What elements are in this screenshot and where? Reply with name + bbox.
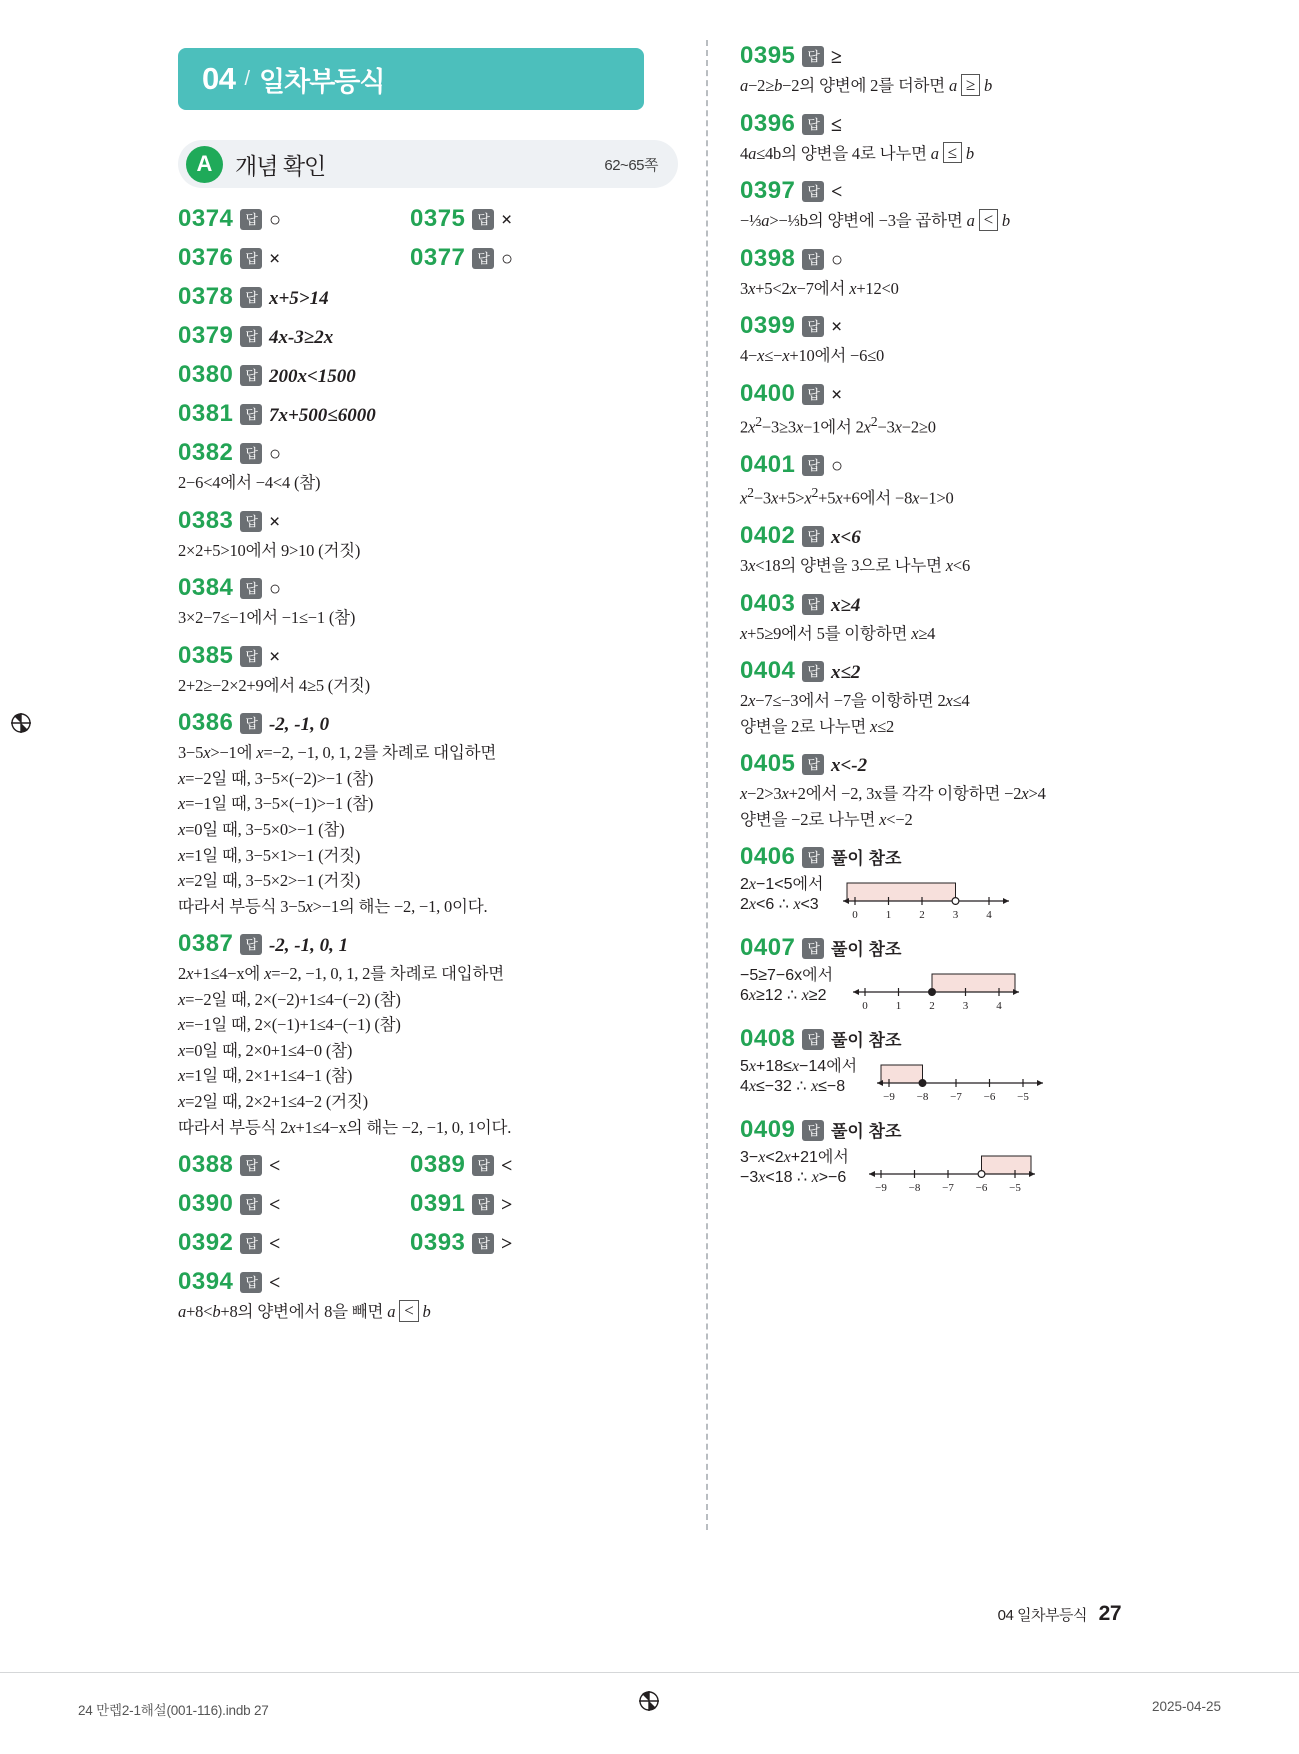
answer-item [740,110,1240,167]
question-number: 0375 [410,205,466,232]
answer-value: -2, -1, 0 [268,714,330,736]
boxed-operator: ≤ [943,142,962,164]
answer-item [740,934,1240,1014]
answer-label: 답 [240,1194,262,1215]
answer-label: 답 [802,181,824,202]
answer-label: 답 [472,209,494,230]
solution-text: x+5≥9에서 5를 이항하면 x≥4 [740,623,936,643]
answer-value: < [268,1194,281,1217]
question-number: 0403 [740,589,796,617]
answer-value: 풀이 참조 [830,1031,902,1051]
print-info-bar [0,1672,1299,1754]
question-number: 0389 [410,1151,466,1179]
answer-value: × [830,316,843,339]
question-number: 0399 [740,312,796,340]
question-number: 0376 [178,244,234,271]
question-number: 0388 [178,1151,234,1179]
svg-text:−8: −8 [916,1091,929,1104]
answer-label: 답 [802,384,824,405]
number-line-figure [867,1148,1037,1196]
solution-lines: 2x−1<5에서 2x<6 ∴ x<3 [740,876,824,914]
answer-value: 풀이 참조 [830,1122,902,1142]
answer-item [178,574,678,631]
answer-label: 답 [240,511,262,532]
answer-label: 답 [240,443,262,464]
question-number: 0387 [178,930,234,958]
answer-value: 200x<1500 [268,366,356,387]
answer-head [740,110,1240,138]
answer-value: < [268,1272,281,1295]
answer-item [178,709,678,919]
answer-head [740,590,1240,618]
footer-chapter: 04 일차부등식 [997,1607,1087,1624]
answer-label: 답 [802,594,824,615]
question-number: 0406 [740,843,796,871]
svg-text:−5: −5 [1008,1182,1021,1195]
answer-head [178,400,678,428]
answer-item [178,1268,678,1325]
answer-label: 답 [802,754,824,775]
question-number: 0382 [178,439,234,466]
left-answer-column [178,205,678,1336]
solution-text: 3x+5<2x−7에서 x+12<0 [740,278,899,298]
solution-text: a−2≥b−2의 양변에 2를 더하면 a ≥ b [740,75,993,95]
svg-text:4: 4 [996,1000,1002,1013]
answer-label: 답 [240,365,262,386]
solution-with-figure [740,962,1240,1014]
answer-head [740,522,1240,550]
answer-head [410,1151,512,1179]
answer-row [178,205,678,233]
answer-label: 답 [802,46,824,67]
answer-label: 답 [802,938,824,959]
answer-label: 답 [240,1155,262,1176]
svg-text:4: 4 [986,909,993,922]
answer-head [410,205,512,233]
answer-value: ○ [830,454,844,477]
question-number: 0380 [178,361,234,388]
answer-label: 답 [802,847,824,868]
answer-item [410,1151,512,1179]
registration-mark-bottom [638,1690,660,1712]
registration-mark-left [10,712,32,734]
chapter-number: 04 [202,61,236,96]
question-number: 0407 [740,934,796,962]
answer-label: 답 [802,1029,824,1050]
right-answer-column [740,42,1240,1207]
section-bar [178,140,678,188]
number-line-figure [841,875,1011,923]
answer-row [178,1190,678,1218]
answer-item [178,283,678,311]
answer-value: < [268,1233,281,1256]
solution-text: x−2>3x+2에서 −2, 3x를 각각 이항하면 −2x>4 양변을 −2로 나누면 x<−2 [740,784,1046,829]
answer-item [740,1025,1240,1105]
print-date: 2025-04-25 [1151,1699,1221,1714]
answer-head [740,750,1240,778]
answer-row [178,244,678,272]
answer-item [740,451,1240,511]
boxed-operator: ≥ [961,74,980,96]
answer-label: 답 [472,1194,494,1215]
solution-lines: 5x+18≤x−14에서 4x≤−32 ∴ x≤−8 [740,1058,858,1096]
answer-head [178,930,678,958]
answer-item [740,590,1240,647]
answer-value: x≤2 [830,662,861,684]
answer-row [178,1229,678,1257]
solution-text: 3x<18의 양변을 3으로 나누면 x<6 [740,555,971,575]
solution-text: 4a≤4b의 양변을 4로 나누면 a ≤ b [740,142,974,163]
question-number: 0391 [410,1190,466,1218]
answer-value: ○ [830,248,844,271]
chapter-title: 일차부등식 [259,66,385,97]
chapter-banner [178,48,644,110]
boxed-operator: < [399,1300,418,1322]
answer-value: ○ [268,443,282,465]
answer-label: 답 [240,287,262,308]
answer-head [740,245,1240,273]
answer-head [178,322,678,350]
answer-head [740,177,1240,205]
svg-text:3: 3 [953,909,959,922]
answer-label: 답 [240,404,262,425]
question-number: 0394 [178,1268,234,1296]
answer-value: < [268,1155,281,1178]
section-label: 개념 확인 [235,152,326,179]
answer-value: × [268,645,281,668]
answer-head [178,1229,410,1257]
column-divider [706,40,708,1530]
question-number: 0386 [178,709,234,737]
question-number: 0393 [410,1229,466,1257]
answer-head [740,657,1240,685]
question-number: 0385 [178,641,234,669]
answer-value: × [500,209,513,231]
question-number: 0404 [740,657,796,685]
answer-item [178,439,678,496]
answer-head [410,1190,512,1218]
svg-text:−7: −7 [941,1182,954,1195]
answer-value: × [830,383,843,406]
answer-label: 답 [472,248,494,269]
number-line-figure [875,1057,1045,1105]
svg-text:−7: −7 [950,1091,962,1104]
answer-head [740,312,1240,340]
number-line-figure [851,966,1021,1014]
answer-label: 답 [240,1272,262,1293]
solution-lines: −5≥7−6x에서 6x≥12 ∴ x≥2 [740,967,834,1005]
question-number: 0384 [178,574,234,602]
print-file-name: 24 만렙2-1해설(001-116).indb 27 [78,1703,269,1718]
solution-text: $2x^2-3\ge 3x-1$에서 $2x^2-3x-2\ge 0$ [740,413,936,437]
svg-text:−5: −5 [1017,1091,1029,1104]
solution-text: −⅓a>−⅓b의 양변에 −3을 곱하면 a < b [740,210,1010,231]
answer-head [178,205,410,233]
solution-with-figure [740,871,1240,923]
question-number: 0378 [178,283,234,310]
answer-item [178,400,678,428]
question-number: 0405 [740,750,796,778]
answer-item [178,361,678,389]
answer-head [178,283,678,311]
question-number: 0397 [740,177,796,205]
question-number: 0408 [740,1025,796,1053]
answer-label: 답 [240,248,262,269]
question-number: 0400 [740,379,796,407]
answer-item [178,322,678,350]
question-number: 0379 [178,322,234,349]
answer-head [178,361,678,389]
answer-label: 답 [802,114,824,135]
answer-value: 7x+500≤6000 [268,405,376,426]
answer-value: x≥4 [830,594,861,616]
answer-value: 풀이 참조 [830,849,902,869]
answer-label: 답 [240,713,262,734]
answer-head [178,1190,410,1218]
answer-value: ○ [268,209,282,231]
solution-text: 2x−7≤−3에서 −7을 이항하면 2x≤4 양변을 2로 나누면 x≤2 [740,691,970,736]
answer-head [410,1229,512,1257]
boxed-operator: < [979,209,998,231]
answer-value: -2, -1, 0, 1 [268,935,349,957]
answer-label: 답 [802,526,824,547]
answer-item [410,1190,512,1218]
answer-item [178,205,410,233]
answer-value: 4x-3≥2x [268,327,334,348]
answer-item [178,1151,410,1179]
answer-head [178,507,678,535]
answer-head [740,1116,1240,1144]
answer-value: ○ [268,578,282,601]
answer-value: < [830,181,843,204]
answer-value: x<-2 [830,755,868,777]
answer-head [410,244,513,272]
question-number: 0383 [178,506,234,534]
section-page-range: 62~65쪽 [604,156,658,174]
svg-text:−9: −9 [883,1091,895,1104]
answer-head [740,451,1240,479]
svg-text:−6: −6 [975,1182,988,1195]
answer-head [178,439,678,467]
answer-value: ≤ [830,113,842,136]
answer-item [178,642,678,699]
answer-value: 풀이 참조 [830,940,902,960]
answer-item [178,507,678,564]
answer-item [740,750,1240,832]
answer-item [178,244,410,272]
answer-item [740,522,1240,579]
answer-value: > [500,1194,513,1217]
solution-with-figure [740,1144,1240,1196]
svg-text:1: 1 [886,909,892,922]
svg-text:−8: −8 [908,1182,921,1195]
question-number: 0409 [740,1116,796,1144]
answer-value: x+5>14 [268,288,329,309]
answer-head [178,574,678,602]
question-number: 0402 [740,521,796,549]
answer-item [410,244,513,272]
question-number: 0392 [178,1229,234,1257]
solution-text: 2×2+5>10에서 9>10 (거짓) [178,540,361,560]
answer-head [740,380,1240,408]
answer-label: 답 [802,249,824,270]
answer-label: 답 [802,455,824,476]
svg-text:1: 1 [895,1000,902,1013]
answer-value: < [500,1155,513,1178]
solution-text: 4−x≤−x+10에서 −6≤0 [740,346,885,366]
question-number: 0401 [740,450,796,478]
question-number: 0396 [740,109,796,137]
chapter-slash: / [244,67,251,90]
answer-head [178,1268,678,1296]
solution-text: 2−6<4에서 −4<4 (참) [178,473,321,492]
question-number: 0390 [178,1190,234,1218]
solution-text: 2x+1≤4−x에 x=−2, −1, 0, 1, 2를 차례로 대입하면 x=−2일 때, 2×(−2)+1≤4−(−2) (참) x=−1일 때, 2×(−1)+1≤4−(−1) (참) x=0일 때, 2×0+1≤4−0 (참) x=1일 때, 2×1+1≤4−1 (참) x=2일 때, 2×2+1≤4−2 (거짓) 따라서 부등식 2x+1≤4−x의 해는 −2, −1, 0, 1이다. [178,964,512,1137]
answer-label: 답 [240,326,262,347]
page-number: 27 [1098,1602,1121,1625]
svg-text:0: 0 [852,909,859,922]
solution-lines: 3−x<2x+21에서 −3x<18 ∴ x>−6 [740,1149,849,1187]
answer-item [178,1229,410,1257]
question-number: 0374 [178,205,234,232]
answer-head [178,642,678,670]
answer-label: 답 [802,1120,824,1141]
solution-with-figure [740,1053,1240,1105]
answer-value: × [268,510,281,533]
answer-label: 답 [240,646,262,667]
answer-label: 답 [472,1233,494,1254]
answer-label: 답 [472,1155,494,1176]
answer-item [740,380,1240,440]
answer-label: 답 [240,578,262,599]
section-badge: A [186,146,223,183]
answer-item [740,843,1240,923]
question-number: 0381 [178,400,234,427]
answer-label: 답 [802,661,824,682]
answer-item [740,657,1240,739]
answer-item [740,177,1240,234]
answer-item [410,1229,512,1257]
solution-text: 3−5x>−1에 x=−2, −1, 0, 1, 2를 차례로 대입하면 x=−2일 때, 3−5×(−2)>−1 (참) x=−1일 때, 3−5×(−1)>−1 (참) x=0일 때, 3−5×0>−1 (참) x=1일 때, 3−5×1>−1 (거짓) x=2일 때, 3−5×2>−1 (거짓) 따라서 부등식 3−5x>−1의 해는 −2, −1, 0이다. [178,743,497,916]
answer-row [178,1151,678,1179]
answer-label: 답 [802,316,824,337]
answer-label: 답 [240,934,262,955]
answer-value: x<6 [830,526,861,548]
page-footer [0,1602,1299,1626]
answer-label: 답 [240,1233,262,1254]
answer-item [740,1116,1240,1196]
answer-value: × [268,248,281,270]
answer-value: ○ [500,248,514,270]
svg-text:3: 3 [962,1000,969,1013]
solution-text: 3×2−7≤−1에서 −1≤−1 (참) [178,608,356,628]
question-number: 0395 [740,42,796,69]
answer-head [178,709,678,737]
question-number: 0398 [740,244,796,272]
solution-text: a+8<b+8의 양변에서 8을 빼면 a < b [178,1301,431,1322]
answer-value: ≥ [830,46,842,68]
answer-item [740,312,1240,369]
answer-item [178,1190,410,1218]
solution-text: 2+2≥−2×2+9에서 4≥5 (거짓) [178,675,370,695]
svg-text:0: 0 [862,1000,868,1013]
question-number: 0377 [410,244,466,271]
answer-head [740,843,1240,871]
svg-text:2: 2 [929,1000,935,1013]
answer-head [740,934,1240,962]
svg-text:2: 2 [919,909,926,922]
answer-head [178,1151,410,1179]
answer-value: > [500,1233,513,1256]
answer-item [178,930,678,1140]
answer-item [410,205,512,233]
svg-text:−6: −6 [983,1091,996,1104]
answer-head [178,244,410,272]
answer-head [740,42,1240,70]
answer-item [740,42,1240,99]
solution-text: $x^2-3x+5>x^2+5x+6$에서 −8x−1>0 [740,484,954,508]
answer-head [740,1025,1240,1053]
answer-item [740,245,1240,302]
svg-text:−9: −9 [874,1182,887,1195]
answer-label: 답 [240,209,262,230]
